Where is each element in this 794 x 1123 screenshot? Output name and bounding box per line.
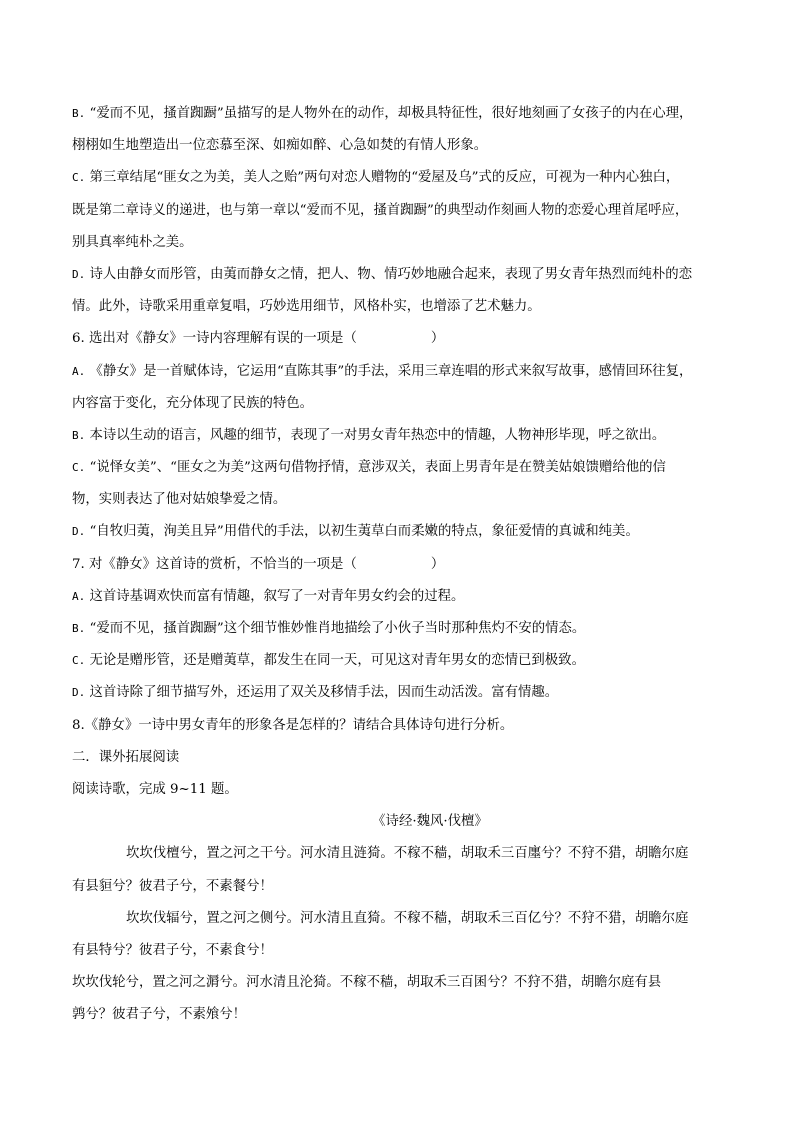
option-text: “爱而不见，搔首踟蹰”虽描写的是人物外在的动作，却极具特征性，很好地刻画了女孩子的内在心理，	[89, 106, 693, 121]
poem-title: 《诗经·魏风·伐檀》	[372, 814, 488, 830]
q7-stem-text: 7. 对《静女》这首诗的赏析，不恰当的一项是（	[72, 556, 357, 572]
q6-stem-close: ）	[430, 331, 445, 347]
q5-option-c-line-2: 既是第二章诗义的递进，也与第一章以“爱而不见，搔首踟蹰”的典型动作刻画人物的恋爱心理首尾呼应，	[72, 202, 689, 218]
poem-stanza-3-line-2: 鹑兮？彼君子兮，不素飧兮！	[72, 1007, 247, 1023]
poem-stanza-1-line-1: 坎坎伐檀兮，置之河之干兮。河水清且涟猗。不稼不穑，胡取禾三百廛兮？不狩不猎，胡瞻尔庭	[126, 846, 689, 862]
poem-stanza-1-line-2: 有县貆兮？彼君子兮，不素餐兮！	[72, 878, 273, 894]
option-letter: C.	[72, 171, 86, 185]
poem-stanza-3-line-1: 坎坎伐轮兮，置之河之漘兮。河水清且沦猗。不稼不穑，胡取禾三百囷兮？不狩不猎，胡瞻尔庭有县	[72, 975, 662, 991]
q6-option-c-line-2: 物，实则表达了他对姑娘挚爱之情。	[72, 492, 287, 508]
q6-option-a-line-1	[72, 356, 736, 388]
option-text: “自牧归荑，洵美且异”用借代的手法，以初生荑草白而柔嫩的特点，象征爱情的真诚和纯美。	[89, 524, 639, 540]
q7-option-d	[72, 677, 736, 709]
option-text: “说怿女美”、“匪女之为美”这两句借物抒情，意涉双关，表面上男青年是在赞美姑娘馈赠给他的信	[89, 460, 666, 476]
option-letter: D.	[72, 267, 86, 281]
option-letter: B.	[72, 428, 86, 442]
q7-stem	[72, 549, 736, 581]
q6-option-c-line-1	[72, 452, 736, 484]
q5-option-d-line-2: 情。此外，诗歌采用重章复唱，巧妙选用细节，风格朴实，也增添了艺术魅力。	[72, 299, 541, 315]
option-text: 这首诗除了细节描写外，还运用了双关及移情手法，因而生动活泼。富有情趣。	[89, 685, 559, 701]
option-letter: D.	[72, 525, 86, 539]
q5-option-c-line-1	[72, 162, 736, 194]
option-text: 第三章结尾“匪女之为美，美人之贻”两句对恋人赠物的“爱屋及乌”式的反应，可视为一种内心独白，	[89, 170, 680, 186]
q5-option-b-line-1	[72, 98, 736, 130]
q6-stem-text: 6. 选出对《静女》一诗内容理解有误的一项是（	[72, 331, 357, 347]
q5-option-b-line-2: 栩栩如生地塑造出一位恋慕至深、如痴如醉、心急如焚的有情人形象。	[72, 138, 488, 154]
option-letter: B.	[72, 107, 86, 120]
q7-option-c	[72, 645, 736, 677]
q7-stem-close: ）	[430, 556, 445, 572]
option-letter: C.	[72, 461, 86, 475]
q6-option-b	[72, 420, 736, 452]
option-text: 《静女》是一首赋体诗，它运用“直陈其事”的手法，采用三章连唱的形式来叙写故事，感情回环往复，	[89, 363, 693, 379]
q6-stem	[72, 323, 736, 355]
poem-stanza-2-line-2: 有县特兮？彼君子兮，不素食兮！	[72, 942, 273, 958]
option-letter: C.	[72, 654, 86, 668]
q6-option-d	[72, 516, 736, 548]
option-letter: B.	[72, 622, 86, 635]
q7-option-b	[72, 613, 736, 645]
option-text: 诗人由静女而彤管，由荑而静女之情，把人、物、情巧妙地融合起来，表现了男女青年热烈而纯朴的恋	[89, 266, 693, 282]
option-text: 这首诗基调欢快而富有情趣，叙写了一对青年男女约会的过程。	[89, 588, 465, 604]
q5-option-d-line-1	[72, 259, 736, 291]
q5-option-c-line-3: 别具真率纯朴之美。	[72, 234, 193, 250]
section-heading: 二．课外拓展阅读	[72, 749, 180, 765]
option-text: 无论是赠彤管，还是赠荑草，都发生在同一天，可见这对青年男女的恋情已到极致。	[89, 653, 585, 669]
option-letter: A.	[72, 589, 86, 603]
q6-option-a-line-2: 内容富于变化，充分体现了民族的特色。	[72, 395, 314, 411]
option-letter: A.	[72, 364, 86, 378]
option-text: 本诗以生动的语言，风趣的细节，表现了一对男女青年热恋中的情趣，人物神形毕现，呼之欲出。	[89, 427, 666, 443]
q7-option-a	[72, 581, 736, 613]
poem-stanza-2-line-1: 坎坎伐辐兮，置之河之侧兮。河水清且直猗。不稼不穑，胡取禾三百亿兮？不狩不猎，胡瞻尔庭	[126, 910, 689, 926]
option-text: “爱而不见，搔首踟蹰”这个细节惟妙惟肖地描绘了小伙子当时那种焦灼不安的情态。	[89, 621, 586, 636]
document-page	[72, 98, 736, 1031]
q8-stem: 8.《静女》一诗中男女青年的形象各是怎样的？请结合具体诗句进行分析。	[72, 717, 514, 733]
option-letter: D.	[72, 686, 86, 700]
reading-instruction: 阅读诗歌，完成 9~11 题。	[72, 781, 238, 797]
